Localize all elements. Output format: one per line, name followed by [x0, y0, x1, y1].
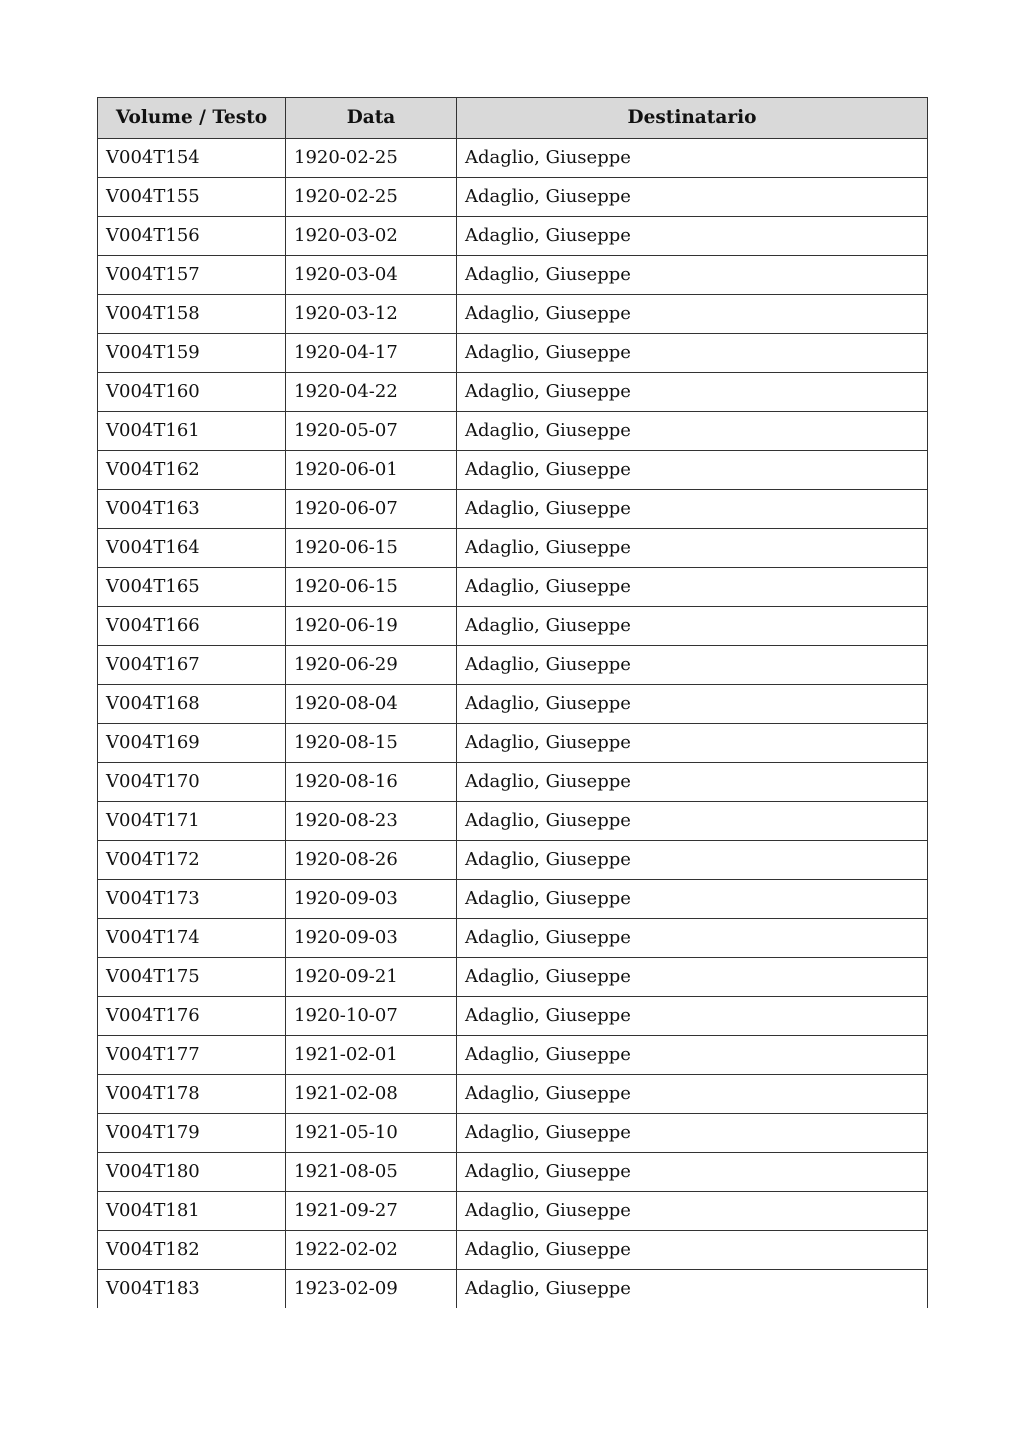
table-row: [98, 1231, 928, 1270]
table-row: [98, 1192, 928, 1231]
cell-volume-testo: V004T180: [98, 1153, 286, 1192]
cell-data: 1920-09-03: [286, 880, 457, 919]
cell-data: 1920-06-29: [286, 646, 457, 685]
cell-volume-testo: V004T179: [98, 1114, 286, 1153]
cell-volume-testo: V004T178: [98, 1075, 286, 1114]
cell-volume-testo: V004T183: [98, 1270, 286, 1309]
table-row: [98, 256, 928, 295]
cell-data: 1920-08-04: [286, 685, 457, 724]
cell-volume-testo: V004T168: [98, 685, 286, 724]
table-row: [98, 958, 928, 997]
cell-destinatario: Adaglio, Giuseppe: [457, 1270, 928, 1309]
cell-volume-testo: V004T182: [98, 1231, 286, 1270]
table-row: [98, 451, 928, 490]
cell-destinatario: Adaglio, Giuseppe: [457, 802, 928, 841]
cell-destinatario: Adaglio, Giuseppe: [457, 1153, 928, 1192]
cell-destinatario: Adaglio, Giuseppe: [457, 1231, 928, 1270]
header-row: [98, 98, 928, 139]
cell-destinatario: Adaglio, Giuseppe: [457, 373, 928, 412]
cell-data: 1920-06-19: [286, 607, 457, 646]
table-row: [98, 1153, 928, 1192]
cell-data: 1920-06-07: [286, 490, 457, 529]
cell-destinatario: Adaglio, Giuseppe: [457, 958, 928, 997]
cell-destinatario: Adaglio, Giuseppe: [457, 256, 928, 295]
table-row: [98, 997, 928, 1036]
cell-destinatario: Adaglio, Giuseppe: [457, 1114, 928, 1153]
column-header-data: Data: [286, 98, 457, 139]
table-row: [98, 802, 928, 841]
cell-volume-testo: V004T158: [98, 295, 286, 334]
cell-volume-testo: V004T172: [98, 841, 286, 880]
cell-volume-testo: V004T160: [98, 373, 286, 412]
cell-volume-testo: V004T175: [98, 958, 286, 997]
cell-destinatario: Adaglio, Giuseppe: [457, 880, 928, 919]
cell-volume-testo: V004T177: [98, 1036, 286, 1075]
cell-destinatario: Adaglio, Giuseppe: [457, 412, 928, 451]
cell-data: 1920-10-07: [286, 997, 457, 1036]
cell-volume-testo: V004T174: [98, 919, 286, 958]
cell-destinatario: Adaglio, Giuseppe: [457, 529, 928, 568]
cell-destinatario: Adaglio, Giuseppe: [457, 334, 928, 373]
cell-volume-testo: V004T156: [98, 217, 286, 256]
table-row: [98, 373, 928, 412]
cell-volume-testo: V004T176: [98, 997, 286, 1036]
table-row: [98, 919, 928, 958]
cell-volume-testo: V004T173: [98, 880, 286, 919]
cell-destinatario: Adaglio, Giuseppe: [457, 724, 928, 763]
table-row: [98, 178, 928, 217]
cell-volume-testo: V004T164: [98, 529, 286, 568]
cell-data: 1922-02-02: [286, 1231, 457, 1270]
cell-volume-testo: V004T154: [98, 139, 286, 178]
cell-data: 1920-06-01: [286, 451, 457, 490]
cell-destinatario: Adaglio, Giuseppe: [457, 217, 928, 256]
cell-destinatario: Adaglio, Giuseppe: [457, 568, 928, 607]
cell-data: 1920-03-02: [286, 217, 457, 256]
cell-destinatario: Adaglio, Giuseppe: [457, 139, 928, 178]
cell-destinatario: Adaglio, Giuseppe: [457, 607, 928, 646]
cell-destinatario: Adaglio, Giuseppe: [457, 685, 928, 724]
cell-destinatario: Adaglio, Giuseppe: [457, 841, 928, 880]
cell-data: 1920-08-23: [286, 802, 457, 841]
cell-data: 1920-04-22: [286, 373, 457, 412]
cell-destinatario: Adaglio, Giuseppe: [457, 1075, 928, 1114]
cell-destinatario: Adaglio, Giuseppe: [457, 646, 928, 685]
cell-data: 1920-06-15: [286, 529, 457, 568]
cell-data: 1921-02-01: [286, 1036, 457, 1075]
table-row: [98, 1270, 928, 1309]
cell-destinatario: Adaglio, Giuseppe: [457, 451, 928, 490]
cell-volume-testo: V004T159: [98, 334, 286, 373]
cell-destinatario: Adaglio, Giuseppe: [457, 295, 928, 334]
cell-data: 1920-08-15: [286, 724, 457, 763]
table-row: [98, 568, 928, 607]
cell-volume-testo: V004T166: [98, 607, 286, 646]
cell-data: 1923-02-09: [286, 1270, 457, 1309]
table-row: [98, 1075, 928, 1114]
table-row: [98, 685, 928, 724]
cell-data: 1920-02-25: [286, 178, 457, 217]
cell-volume-testo: V004T165: [98, 568, 286, 607]
table-header: [98, 98, 928, 139]
cell-volume-testo: V004T167: [98, 646, 286, 685]
cell-volume-testo: V004T170: [98, 763, 286, 802]
cell-data: 1920-04-17: [286, 334, 457, 373]
cell-volume-testo: V004T162: [98, 451, 286, 490]
cell-destinatario: Adaglio, Giuseppe: [457, 997, 928, 1036]
cell-data: 1920-03-12: [286, 295, 457, 334]
table-row: [98, 724, 928, 763]
table-row: [98, 1114, 928, 1153]
cell-volume-testo: V004T157: [98, 256, 286, 295]
table-row: [98, 139, 928, 178]
cell-destinatario: Adaglio, Giuseppe: [457, 919, 928, 958]
table-row: [98, 490, 928, 529]
table-row: [98, 880, 928, 919]
table-row: [98, 217, 928, 256]
cell-volume-testo: V004T181: [98, 1192, 286, 1231]
table-row: [98, 841, 928, 880]
cell-data: 1921-08-05: [286, 1153, 457, 1192]
cell-destinatario: Adaglio, Giuseppe: [457, 178, 928, 217]
cell-data: 1920-06-15: [286, 568, 457, 607]
cell-volume-testo: V004T171: [98, 802, 286, 841]
cell-data: 1921-05-10: [286, 1114, 457, 1153]
cell-data: 1920-03-04: [286, 256, 457, 295]
cell-data: 1920-05-07: [286, 412, 457, 451]
cell-data: 1920-09-03: [286, 919, 457, 958]
cell-data: 1920-09-21: [286, 958, 457, 997]
cell-destinatario: Adaglio, Giuseppe: [457, 1036, 928, 1075]
cell-data: 1921-02-08: [286, 1075, 457, 1114]
table-row: [98, 295, 928, 334]
letters-table: [97, 97, 928, 1308]
cell-volume-testo: V004T161: [98, 412, 286, 451]
column-header-destinatario: Destinatario: [457, 98, 928, 139]
table-row: [98, 529, 928, 568]
table-row: [98, 763, 928, 802]
cell-data: 1921-09-27: [286, 1192, 457, 1231]
table-body: [98, 139, 928, 1309]
cell-destinatario: Adaglio, Giuseppe: [457, 763, 928, 802]
cell-data: 1920-02-25: [286, 139, 457, 178]
cell-volume-testo: V004T155: [98, 178, 286, 217]
table-row: [98, 646, 928, 685]
table-row: [98, 1036, 928, 1075]
cell-destinatario: Adaglio, Giuseppe: [457, 1192, 928, 1231]
cell-volume-testo: V004T169: [98, 724, 286, 763]
table-row: [98, 607, 928, 646]
column-header-volume-testo: Volume / Testo: [98, 98, 286, 139]
table-row: [98, 412, 928, 451]
table-row: [98, 334, 928, 373]
cell-data: 1920-08-16: [286, 763, 457, 802]
cell-volume-testo: V004T163: [98, 490, 286, 529]
cell-data: 1920-08-26: [286, 841, 457, 880]
cell-destinatario: Adaglio, Giuseppe: [457, 490, 928, 529]
